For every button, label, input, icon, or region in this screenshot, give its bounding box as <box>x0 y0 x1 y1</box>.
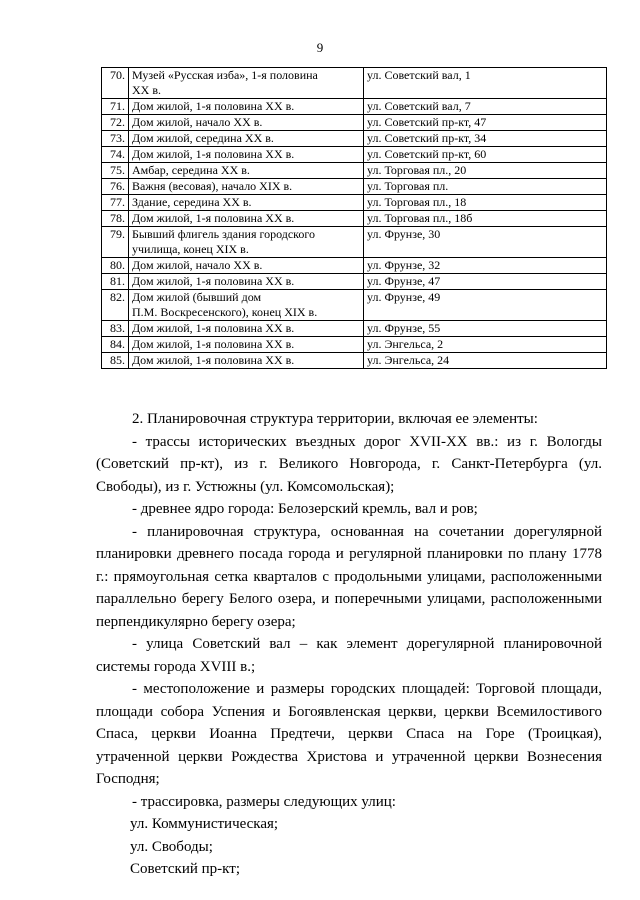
paragraph: - трассировка, размеры следующих улиц: <box>132 793 396 810</box>
object-name: Дом жилой, начало XX в. <box>129 258 364 274</box>
object-name: Амбар, середина XX в. <box>129 163 364 179</box>
paragraph: - местоположение и размеры городских площадей: Торговой площади, площади собора Успения и Богоявленская церкви, церкви Всемилостивого Спаса, церкви Иоанна Предтечи, церкви Спаса на Горе (Троицкая), утраченной церкви Рождества Христова и утраченной церкви Вознесения Господня; <box>96 681 602 787</box>
paragraph: - трассы исторических въездных дорог XVII-XX вв.: из г. Вологды (Советский пр-кт), из г. Великого Новгорода, г. Санкт-Петербурга (ул. Свободы), из г. Устюжны (ул. Комсомольская); <box>96 433 602 495</box>
object-name: Дом жилой, начало XX в. <box>129 115 364 131</box>
object-address: ул. Советский пр-кт, 34 <box>364 131 607 147</box>
table-row <box>102 337 607 353</box>
table-row <box>102 147 607 163</box>
table-row <box>102 163 607 179</box>
street-item: ул. Коммунистическая; <box>130 816 279 832</box>
object-address: ул. Фрунзе, 49 <box>364 290 607 321</box>
table-row <box>102 99 607 115</box>
table-row <box>102 274 607 290</box>
row-number: 76. <box>102 179 129 195</box>
row-number: 79. <box>102 227 129 258</box>
object-name: Здание, середина XX в. <box>129 195 364 211</box>
object-name: Дом жилой, 1-я половина XX в. <box>129 321 364 337</box>
object-name: Дом жилой (бывший дом П.М. Воскресенского), конец XIX в. <box>129 290 364 321</box>
row-number: 70. <box>102 68 129 99</box>
object-address: ул. Фрунзе, 55 <box>364 321 607 337</box>
table-row <box>102 258 607 274</box>
object-name: Дом жилой, 1-я половина XX в. <box>129 337 364 353</box>
object-address: ул. Советский пр-кт, 47 <box>364 115 607 131</box>
object-address: ул. Советский вал, 7 <box>364 99 607 115</box>
row-number: 72. <box>102 115 129 131</box>
row-number: 83. <box>102 321 129 337</box>
object-name: Дом жилой, 1-я половина XX в. <box>129 147 364 163</box>
row-number: 78. <box>102 211 129 227</box>
object-address: ул. Торговая пл., 20 <box>364 163 607 179</box>
object-name: Дом жилой, 1-я половина XX в. <box>129 211 364 227</box>
row-number: 75. <box>102 163 129 179</box>
object-address: ул. Фрунзе, 32 <box>364 258 607 274</box>
paragraph: - древнее ядро города: Белозерский кремль, вал и ров; <box>132 501 478 517</box>
table-row <box>102 115 607 131</box>
object-address: ул. Торговая пл., 18б <box>364 211 607 227</box>
object-name: Музей «Русская изба», 1-я половина XX в. <box>129 68 364 99</box>
table-row <box>102 227 607 258</box>
row-number: 82. <box>102 290 129 321</box>
object-address: ул. Энгельса, 2 <box>364 337 607 353</box>
object-name: Дом жилой, середина XX в. <box>129 131 364 147</box>
table-row <box>102 131 607 147</box>
section-heading: 2. Планировочная структура территории, включая ее элементы: <box>132 411 538 427</box>
street-item: ул. Свободы; <box>130 838 213 855</box>
object-address: ул. Энгельса, 24 <box>364 353 607 369</box>
row-number: 81. <box>102 274 129 290</box>
object-address: ул. Фрунзе, 47 <box>364 274 607 290</box>
object-address: ул. Советский вал, 1 <box>364 68 607 99</box>
object-name: Дом жилой, 1-я половина XX в. <box>129 353 364 369</box>
row-number: 85. <box>102 353 129 369</box>
object-address: ул. Советский пр-кт, 60 <box>364 147 607 163</box>
table-row <box>102 353 607 369</box>
row-number: 84. <box>102 337 129 353</box>
monuments-table <box>101 67 607 369</box>
row-number: 80. <box>102 258 129 274</box>
table-row <box>102 321 607 337</box>
page-number: 9 <box>316 40 324 55</box>
object-name: Дом жилой, 1-я половина XX в. <box>129 99 364 115</box>
object-name: Важня (весовая), начало XIX в. <box>129 179 364 195</box>
table-row <box>102 195 607 211</box>
object-address: ул. Торговая пл. <box>364 179 607 195</box>
paragraph: - улица Советский вал – как элемент дорегулярной планировочной системы города XVIII в.; <box>96 636 602 675</box>
object-name: Дом жилой, 1-я половина XX в. <box>129 274 364 290</box>
object-address: ул. Фрунзе, 30 <box>364 227 607 258</box>
table-row <box>102 179 607 195</box>
table-row <box>102 68 607 99</box>
object-address: ул. Торговая пл., 18 <box>364 195 607 211</box>
row-number: 73. <box>102 131 129 147</box>
street-item: Советский пр-кт; <box>130 861 240 877</box>
document-body <box>96 408 602 881</box>
table-row <box>102 290 607 321</box>
row-number: 77. <box>102 195 129 211</box>
row-number: 74. <box>102 147 129 163</box>
paragraph: - планировочная структура, основанная на сочетании дорегулярной планировки древнего посада города и регулярной планировки по плану 1778 г.: прямоугольная сетка кварталов с продольными улицами, расположенными параллельно берегу Белого озера, и поперечными улицами, расположенными перпендикулярно берегу озера; <box>96 523 602 630</box>
object-name: Бывший флигель здания городского училища, конец XIX в. <box>129 227 364 258</box>
table-row <box>102 211 607 227</box>
row-number: 71. <box>102 99 129 115</box>
